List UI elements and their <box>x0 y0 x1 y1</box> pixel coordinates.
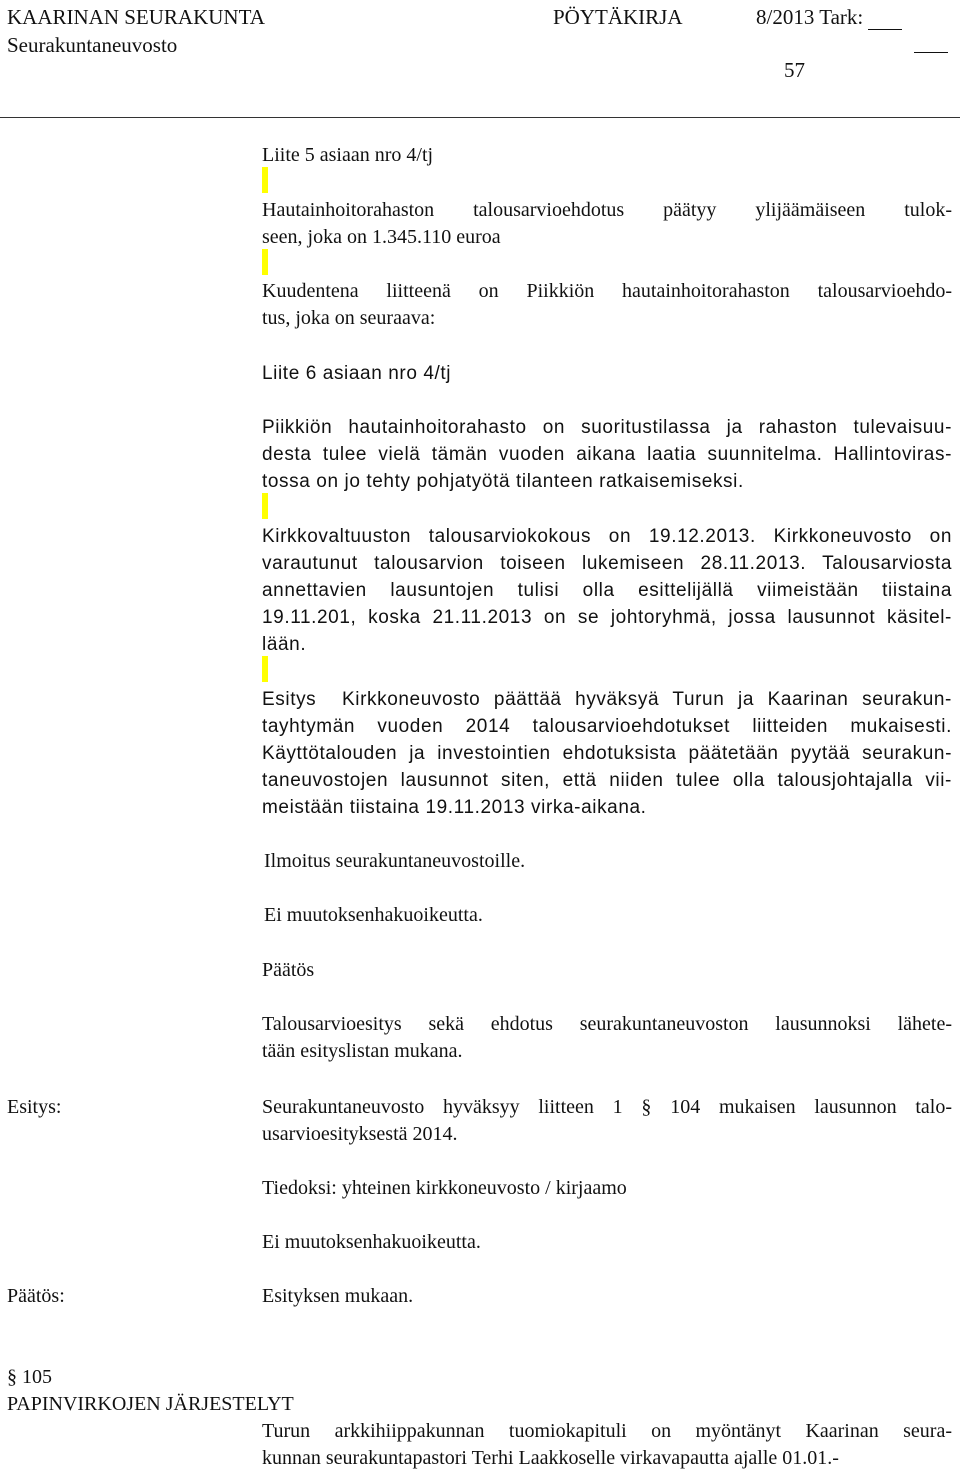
header-doc-no-text: 8/2013 Tark: <box>756 5 864 29</box>
p2-line: tus, joka on seuraava: <box>262 307 436 329</box>
paragraph-kuudentena <box>262 278 952 332</box>
p1-line: Hautainhoitorahaston talousarvioehdotus päätyy ylijäämäiseen tulok- <box>262 199 952 221</box>
p3-line: Piikkiön hautainhoitorahasto on suoritustilassa ja rahaston tulevaisuu- <box>262 417 952 438</box>
p5-line: taneuvostojen lausunnot siten, että niiden tulee olla talousjohtajalla vii- <box>262 770 952 791</box>
header-body-name: Seurakuntaneuvosto <box>7 33 178 57</box>
paatos-heading: Päätös <box>262 959 315 981</box>
tiedoksi-text: Tiedoksi: yhteinen kirkkoneuvosto / kirjaamo <box>262 1177 627 1199</box>
p5-line: meistään tiistaina 19.11.2013 virka-aikana. <box>262 797 647 818</box>
signature-blank-2 <box>914 38 948 53</box>
p2-line: Kuudentena liitteenä on Piikkiön hautainhoitorahaston talousarvioehdo- <box>262 280 952 302</box>
p1-line: seen, joka on 1.345.110 euroa <box>262 226 501 248</box>
p5-line <box>262 686 952 713</box>
p5-first-text: Kirkkoneuvosto päättää hyväksyä Turun ja Kaarinan seurakun- <box>342 689 952 710</box>
section-title: PAPINVIRKOJEN JÄRJESTELYT <box>7 1393 294 1415</box>
paatos-label: Päätös: <box>7 1285 65 1307</box>
p4-line: annettavien lausuntojen tulisi olla esittelijällä viimeistään tiistaina <box>262 580 952 601</box>
paragraph-hautainhoito <box>262 197 952 251</box>
p4-line: varautunut talousarvion toiseen lukemiseen 28.11.2013. Talousarviosta <box>262 553 952 574</box>
paragraph-kirkkovaltuusto <box>262 523 952 658</box>
p5-line: tayhtymän vuoden 2014 talousarvioehdotukset liitteiden mukaisesti. <box>262 716 952 737</box>
page-number: 57 <box>784 58 805 82</box>
esitys-label: Esitys: <box>7 1096 62 1118</box>
ilmoitus-text: Ilmoitus seurakuntaneuvostoille. <box>264 850 526 872</box>
s105-line: Turun arkkihiippakunnan tuomiokapituli on myöntänyt Kaarinan seura- <box>262 1420 952 1442</box>
highlight-marker <box>262 656 268 682</box>
esitys-inline-label: Esitys <box>262 689 317 710</box>
p5-line: Käyttötalouden ja investointien ehdotuksista päätetään pyytää seurakun- <box>262 743 952 764</box>
no-appeal-text-2: Ei muutoksenhakuoikeutta. <box>262 1231 481 1253</box>
header-doc-type: PÖYTÄKIRJA <box>553 5 683 29</box>
esitys-line: Seurakuntaneuvosto hyväksyy liitteen 1 § 104 mukaisen lausunnon talo- <box>262 1096 952 1118</box>
section-number: § 105 <box>7 1366 52 1388</box>
esitys-line: usarvioesityksestä 2014. <box>262 1123 458 1145</box>
s105-line: kunnan seurakuntapastori Terhi Laakkoselle virkavapautta ajalle 01.01.- <box>262 1447 839 1469</box>
no-appeal-text: Ei muutoksenhakuoikeutta. <box>264 904 483 926</box>
p6-line: tään esityslistan mukana. <box>262 1040 463 1062</box>
p4-line: 19.11.201, koska 21.11.2013 on se johtoryhmä, jossa lausunnot käsitel- <box>262 607 952 628</box>
signature-blank <box>868 9 902 30</box>
paragraph-esitys <box>262 686 952 821</box>
p3-line: tossa on jo tehty pohjatyötä tilanteen ratkaisemiseksi. <box>262 471 744 492</box>
p3-line: desta tulee vielä tämän vuoden aikana laatia suunnitelma. Hallintoviras- <box>262 444 952 465</box>
p4-line: lään. <box>262 634 307 655</box>
header-org: KAARINAN SEURAKUNTA <box>7 5 265 29</box>
paragraph-piikkio <box>262 414 952 495</box>
liite5-title: Liite 5 asiaan nro 4/tj <box>262 144 434 166</box>
highlight-marker <box>262 167 268 193</box>
liite6-title: Liite 6 asiaan nro 4/tj <box>262 363 452 384</box>
p4-line: Kirkkovaltuuston talousarviokokous on 19.12.2013. Kirkkoneuvosto on <box>262 526 952 547</box>
p6-line: Talousarvioesitys sekä ehdotus seurakuntaneuvoston lausunnoksi lähete- <box>262 1013 952 1035</box>
paatos-text: Esityksen mukaan. <box>262 1285 414 1307</box>
paragraph-papinvirat <box>262 1418 952 1472</box>
esitys-text <box>262 1094 952 1148</box>
header-doc-no <box>756 4 902 30</box>
paragraph-talousarvioesitys <box>262 1011 952 1065</box>
highlight-marker <box>262 493 268 519</box>
header-rule <box>0 117 960 118</box>
highlight-marker <box>262 249 268 275</box>
